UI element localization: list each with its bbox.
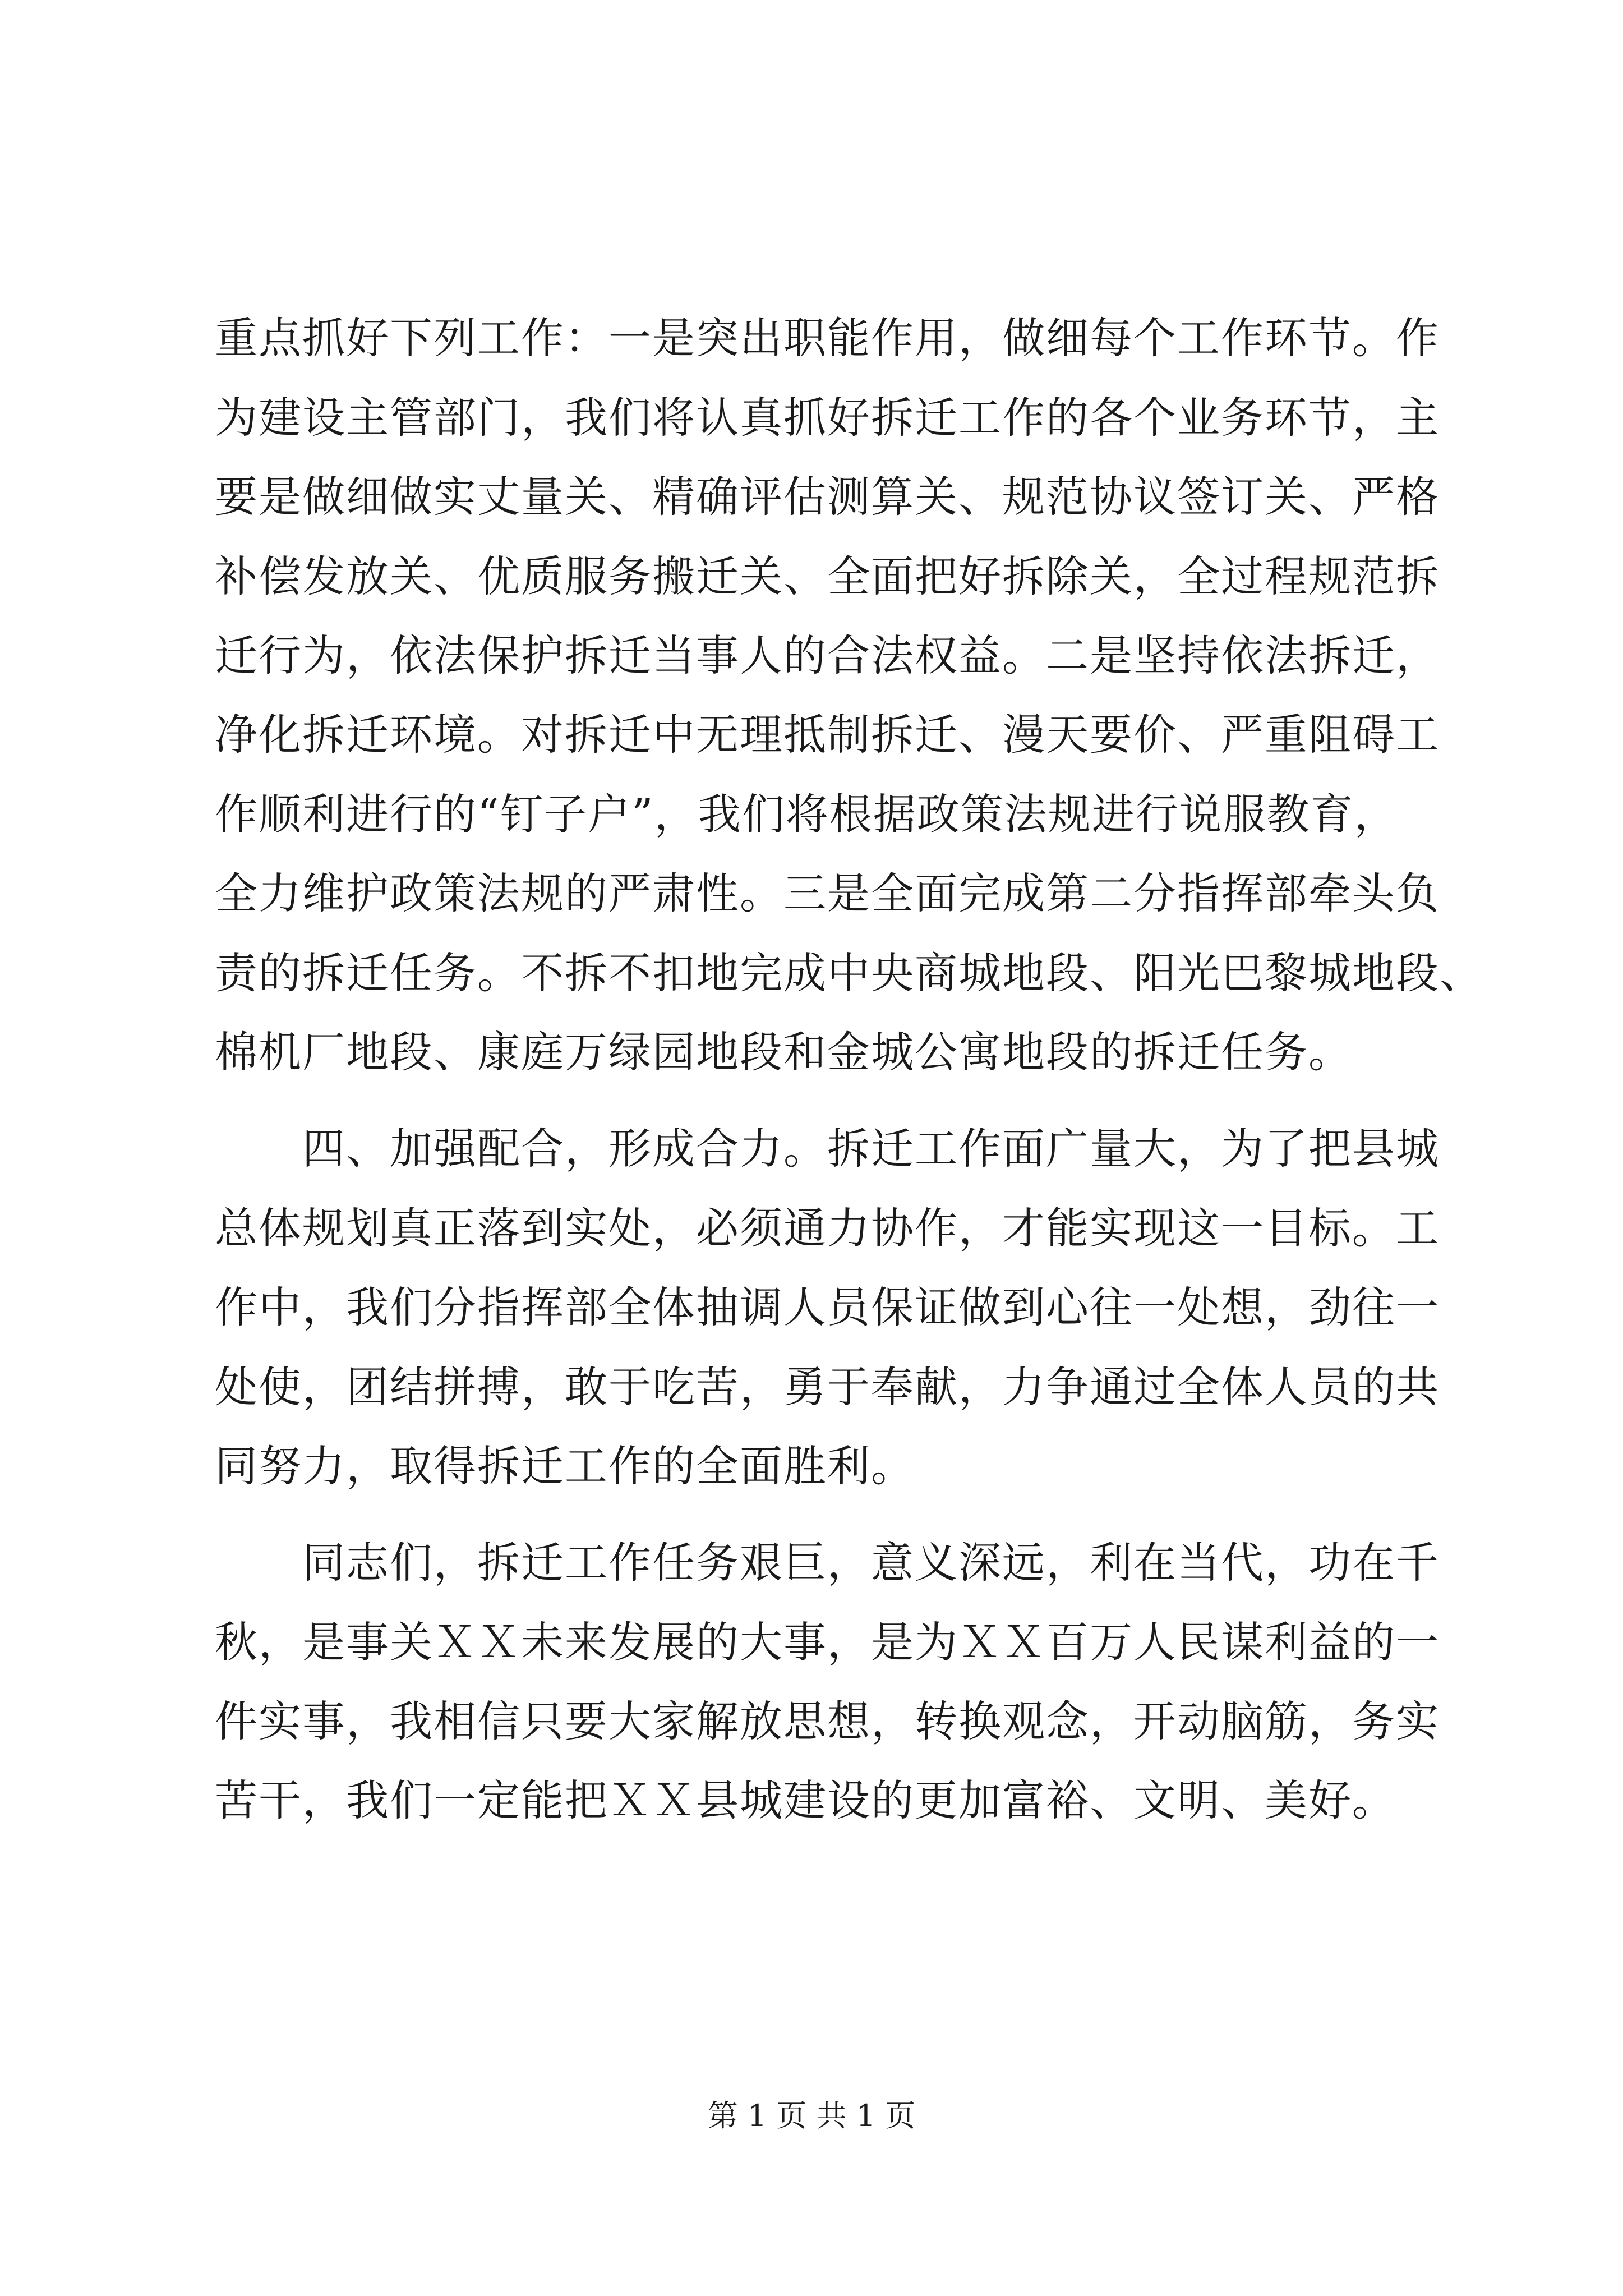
- text-line: 重点抓好下列工作：一是突出职能作用，做细每个工作环节。作: [215, 313, 1440, 363]
- text-line: 净化拆迁环境。对拆迁中无理抵制拆迁、漫天要价、严重阻碍工: [215, 710, 1440, 760]
- text-line: 总体规划真正落到实处，必须通力协作，才能实现这一目标。工: [215, 1203, 1440, 1253]
- text-line: 全力维护政策法规的严肃性。三是全面完成第二分指挥部牵头负: [215, 868, 1440, 918]
- text-line: 苦干，我们一定能把ＸＸ县城建设的更加富裕、文明、美好。: [215, 1775, 1396, 1825]
- text-line: 补偿发放关、优质服务搬迁关、全面把好拆除关，全过程规范拆: [215, 551, 1440, 601]
- text-line: 处使，团结拼搏，敢于吃苦，勇于奉献，力争通过全体人员的共: [215, 1362, 1440, 1412]
- text-line: 作顺利进行的“钉子户”，我们将根据政策法规进行说服教育，: [215, 789, 1398, 839]
- text-line: 棉机厂地段、康庭万绿园地段和金城公寓地段的拆迁任务。: [215, 1027, 1352, 1077]
- text-line: 四、加强配合，形成合力。拆迁工作面广量大，为了把县城: [215, 1124, 1440, 1174]
- text-line: 件实事，我相信只要大家解放思想，转换观念，开动脑筋，务实: [215, 1696, 1440, 1746]
- text-line: 责的拆迁任务。不拆不扣地完成中央商城地段、阳光巴黎城地段、: [215, 948, 1483, 998]
- text-line: 同努力，取得拆迁工作的全面胜利。: [215, 1441, 915, 1491]
- text-line: 为建设主管部门，我们将认真抓好拆迁工作的各个业务环节，主: [215, 393, 1440, 443]
- text-line: 秋，是事关ＸＸ未来发展的大事，是为ＸＸ百万人民谋利益的一: [215, 1617, 1440, 1667]
- text-line: 迁行为，依法保护拆迁当事人的合法权益。二是坚持依法拆迁，: [215, 631, 1440, 680]
- text-line: 要是做细做实丈量关、精确评估测算关、规范协议签订关、严格: [215, 472, 1440, 522]
- text-line: 作中，我们分指挥部全体抽调人员保证做到心往一处想，劲往一: [215, 1282, 1440, 1332]
- text-line: 同志们，拆迁工作任务艰巨，意义深远，利在当代，功在千: [215, 1538, 1440, 1588]
- page-number-footer: 第 1 页 共 1 页: [707, 2098, 916, 2133]
